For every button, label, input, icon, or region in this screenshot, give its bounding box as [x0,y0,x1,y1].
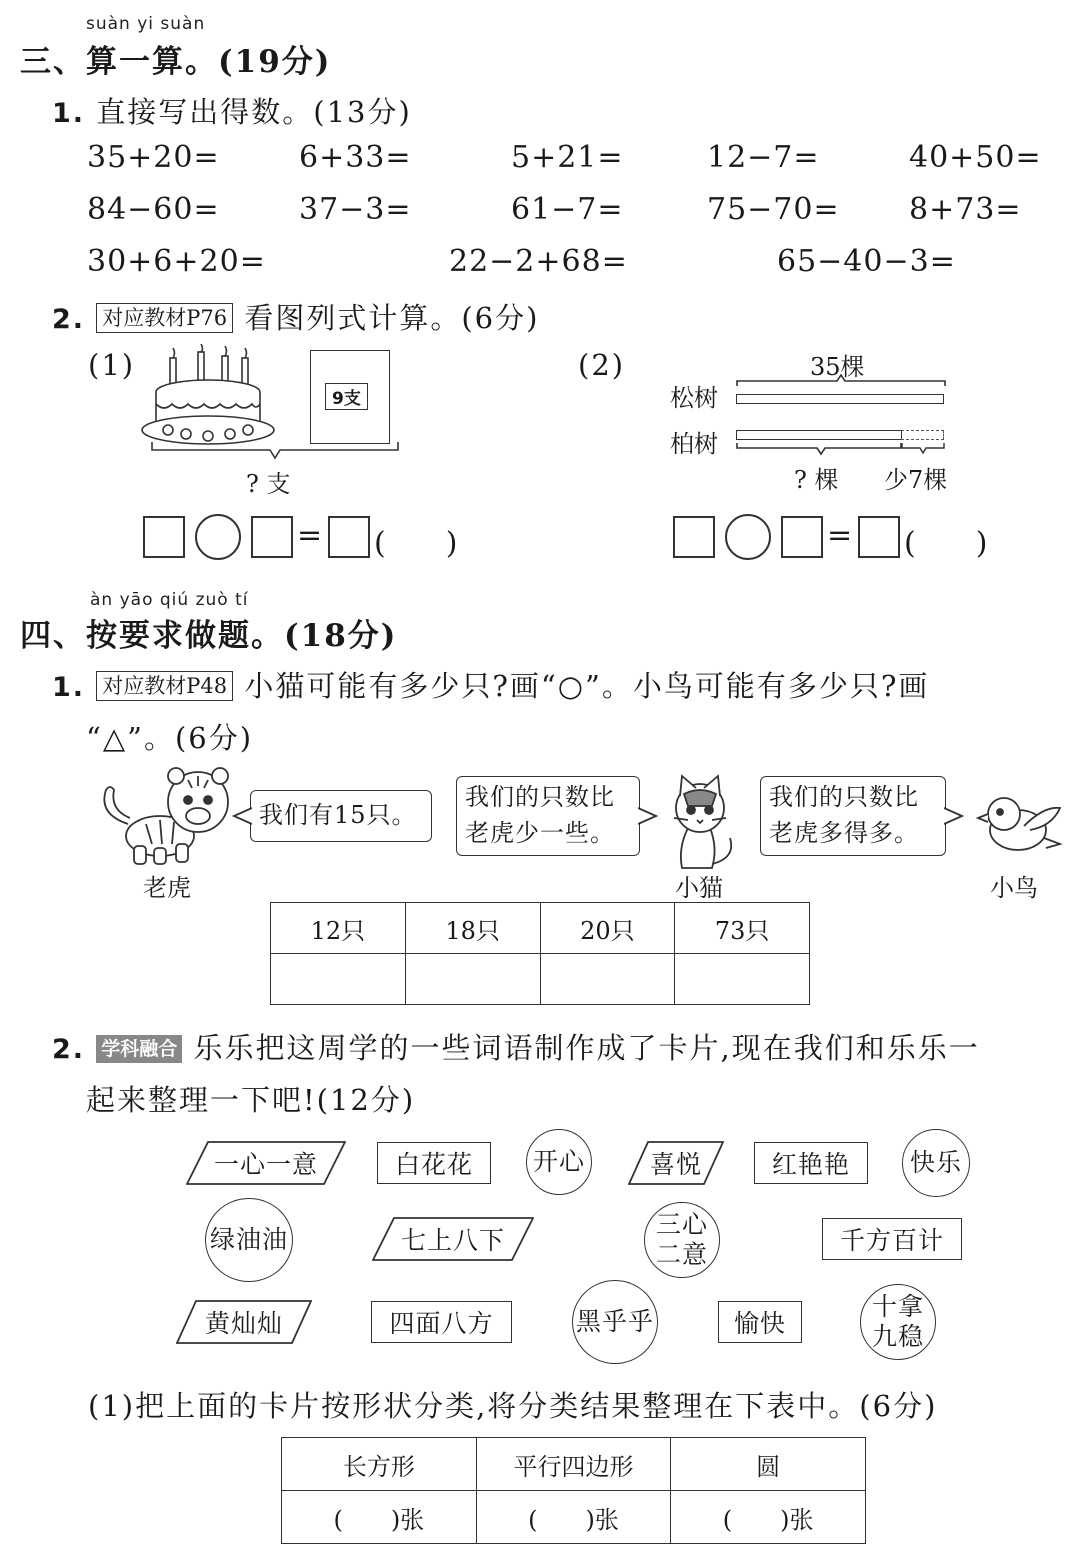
count-cell[interactable]: ( )张 [282,1491,477,1544]
parallelogram-card[interactable] [186,1141,346,1185]
section3-title: 三、算一算。(19分) [20,44,332,80]
card-text: 七上八下 [400,1226,505,1255]
question-label-1: ? 支 [246,470,291,498]
option-header: 73只 [675,903,810,954]
bird-speech-bubble [760,776,946,856]
card-text: 二意 [655,1240,708,1269]
bird-speech-line: 我们的只数比 [769,783,919,811]
answer-box[interactable] [143,516,185,558]
textbook-tag: 对应教材P48 [96,671,233,701]
tiger-illustration [98,764,238,868]
question-number: 1. [52,98,86,129]
cat-label: 小猫 [675,874,723,902]
answer-box[interactable] [251,516,293,558]
card-text: 快乐 [909,1148,962,1177]
equation: 37−3= [299,192,412,227]
equation: 30+6+20= [87,244,266,279]
equation: 6+33= [299,140,412,175]
card-text: 一心一意 [213,1150,318,1179]
equation: 40+50= [909,140,1042,175]
circle-card[interactable] [902,1129,970,1197]
part-label-2: (2) [578,348,626,382]
card-text: 黑乎乎 [575,1307,654,1336]
bird-label: 小鸟 [990,874,1038,902]
tiger-label: 老虎 [143,874,191,902]
unit-parentheses[interactable]: ( ) [904,526,988,561]
question-text-cont: 起来整理一下吧!(12分) [86,1083,416,1117]
candle-box [310,350,390,444]
cypress-missing [901,430,944,440]
card-text: 三心 [655,1210,708,1239]
cat-speech-line: 老虎少一些。 [465,819,615,847]
question-text: 乐乐把这周学的一些词语制作成了卡片,现在我们和乐乐一 [193,1031,980,1065]
parallelogram-card[interactable] [372,1217,534,1261]
answer-box[interactable] [858,516,900,558]
rectangle-card[interactable] [718,1301,802,1343]
section4-pinyin: àn yāo qiú zuò tí [90,590,249,610]
rectangle-card[interactable] [822,1218,962,1260]
subject-tag: 学科融合 [96,1035,182,1063]
box-label: 9支 [325,383,368,410]
row-label-cypress: 柏树 [670,430,718,458]
equation: 12−7= [707,140,820,175]
count-cell[interactable]: ( )张 [671,1491,866,1544]
operator-circle[interactable] [195,514,241,560]
question-text: 看图列式计算。(6分) [244,301,540,335]
card-text: 千方百计 [839,1226,944,1255]
total-label: 35棵 [810,353,865,381]
card-text: 四面八方 [389,1309,494,1338]
question-label-2: ? 棵 [794,466,839,494]
circle-card[interactable] [526,1129,592,1195]
answer-cell[interactable] [405,954,540,1005]
question-text-cont: “△”。(6分) [86,721,254,755]
part-label-1: (1) [88,348,136,382]
card-text: 十拿 [871,1292,924,1321]
bubble-tail [944,806,964,826]
s4-q2-heading [52,1026,980,1067]
tiger-speech-bubble [250,790,432,842]
section4-title: 四、按要求做题。(18分) [20,618,398,654]
answer-box[interactable] [781,516,823,558]
table-header: 长方形 [282,1438,477,1491]
answer-cell[interactable] [540,954,675,1005]
rectangle-card[interactable] [754,1142,868,1184]
less-label: 少7棵 [884,466,948,494]
bubble-tail [232,806,252,826]
card-text: 黄灿灿 [204,1309,283,1338]
cake-illustration [140,344,280,454]
answer-box[interactable] [673,516,715,558]
bird-speech-line: 老虎多得多。 [769,819,919,847]
table-header: 圆 [671,1438,866,1491]
s3-q1-heading [52,90,412,131]
circle-card[interactable] [205,1198,293,1282]
card-text: 九稳 [871,1322,924,1351]
equals-sign: = [827,518,854,553]
equation: 8+73= [909,192,1022,227]
card-text: 绿油油 [209,1225,288,1254]
answer-box[interactable] [328,516,370,558]
cat-speech-line: 我们的只数比 [465,783,615,811]
operator-circle[interactable] [725,514,771,560]
row-label-pine: 松树 [670,384,718,412]
shape-classification-table [281,1437,866,1544]
parallelogram-card[interactable] [176,1300,312,1344]
option-header: 18只 [405,903,540,954]
card-text: 红艳艳 [771,1150,850,1179]
rectangle-card[interactable] [371,1301,512,1343]
answer-cell[interactable] [675,954,810,1005]
pine-bar [736,394,944,404]
question-text: 小猫可能有多少只?画“○”。小鸟可能有多少只?画 [244,669,930,703]
equation: 84−60= [87,192,220,227]
section3-pinyin: suàn yi suàn [86,14,206,34]
circle-card[interactable] [572,1280,658,1364]
card-text: 喜悦 [649,1150,702,1179]
tiger-speech: 我们有15只。 [259,801,417,829]
question-number: 2. [52,1034,86,1065]
textbook-tag: 对应教材P76 [96,303,233,333]
card-text: 开心 [532,1147,585,1176]
question-number: 2. [52,304,86,335]
circle-card[interactable] [644,1202,720,1278]
bubble-tail [638,806,658,826]
question-text: 直接写出得数。(13分) [96,95,412,129]
equation: 35+20= [87,140,220,175]
unit-parentheses[interactable]: ( ) [374,526,458,561]
s4-q1-heading [52,664,929,705]
sub-question-1: (1)把上面的卡片按形状分类,将分类结果整理在下表中。(6分) [88,1389,938,1423]
brace-bottom [736,442,946,458]
equation: 5+21= [511,140,624,175]
cypress-bar [736,430,902,440]
equation: 61−7= [511,192,624,227]
card-text: 白花花 [394,1150,473,1179]
s3-q2-heading [52,296,539,337]
parallelogram-card[interactable] [628,1141,724,1185]
option-header: 12只 [271,903,406,954]
table-header: 平行四边形 [476,1438,671,1491]
cat-illustration [660,774,740,870]
rectangle-card[interactable] [377,1142,491,1184]
circle-card[interactable] [860,1284,936,1360]
equation: 65−40−3= [777,244,956,279]
count-options-table [270,902,810,1005]
count-cell[interactable]: ( )张 [476,1491,671,1544]
equals-sign: = [297,518,324,553]
bird-illustration [974,788,1064,858]
equation: 22−2+68= [449,244,628,279]
card-text: 愉快 [733,1309,786,1338]
question-number: 1. [52,672,86,703]
cat-speech-bubble [456,776,640,856]
option-header: 20只 [540,903,675,954]
equation: 75−70= [707,192,840,227]
answer-cell[interactable] [271,954,406,1005]
